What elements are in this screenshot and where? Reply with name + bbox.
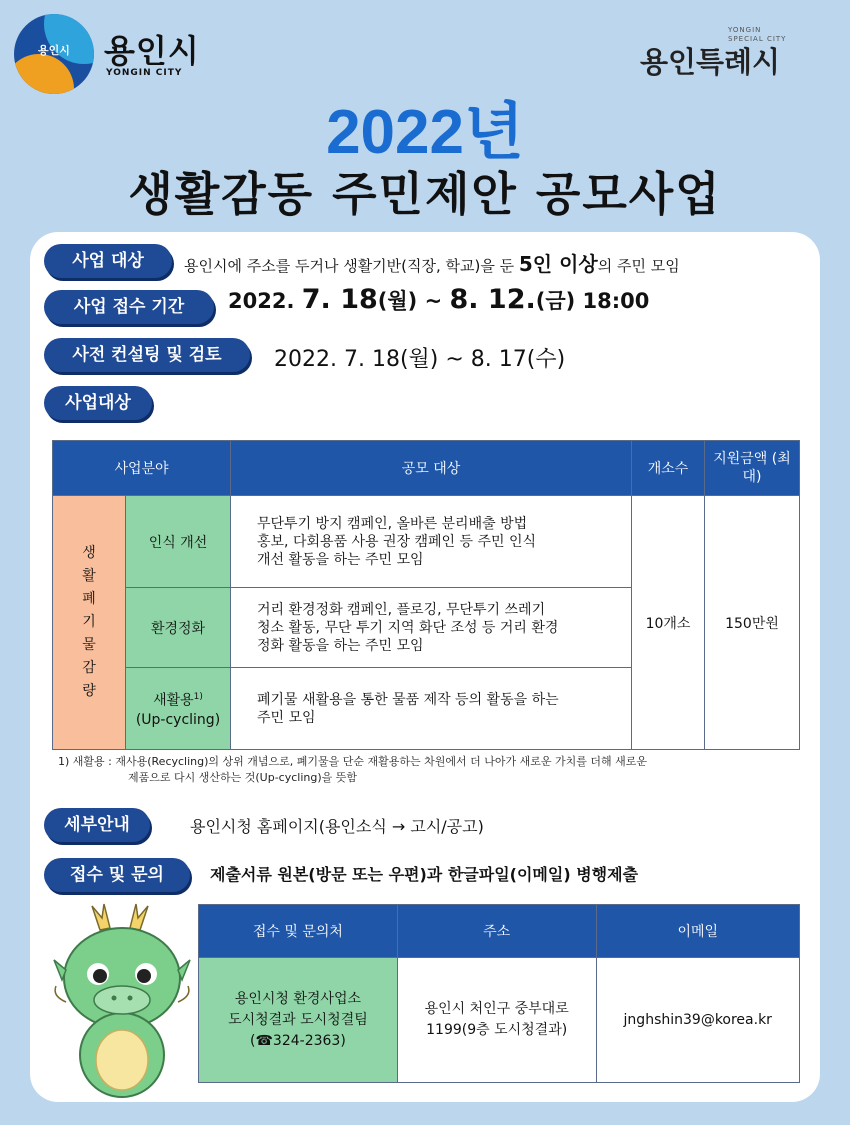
target-label: 사업 대상	[44, 244, 172, 278]
title-year: 2022년	[326, 98, 524, 167]
address-line: 1199(9층 도시청결과)	[426, 1022, 568, 1038]
office-phone: (☎324-2363)	[250, 1032, 346, 1049]
period-label: 사업 접수 기간	[44, 290, 214, 324]
count-cell: 10개소	[632, 496, 705, 750]
table-header-row	[53, 441, 800, 496]
inquiry-label: 접수 및 문의	[44, 858, 190, 892]
period-end: 8. 12.	[449, 284, 536, 315]
table-row	[53, 496, 800, 588]
office-cell	[199, 958, 398, 1083]
desc-line: 거리 환경정화 캠페인, 플로깅, 무단투기 쓰레기	[257, 601, 546, 618]
field-footnote-mark: 1)	[193, 691, 203, 702]
field-text: 새활용	[153, 692, 194, 709]
category-cell	[53, 496, 126, 750]
consult-text: 2022. 7. 18(월) ~ 8. 17(수)	[274, 347, 566, 372]
logo-right-name: 용인특례시	[640, 45, 781, 79]
details-label: 세부안내	[44, 808, 150, 842]
desc-line: 폐기물 새활용을 통한 물품 제작 등의 활동을 하는	[257, 691, 559, 708]
period-end-day: (금)	[535, 289, 576, 313]
footnote-line-2: 제품으로 다시 생산하는 것(Up-cycling)을 뜻함	[128, 771, 358, 784]
period-sep: ~	[417, 289, 450, 313]
dragon-mascot-icon	[52, 900, 192, 1100]
th-field: 사업분야	[53, 441, 231, 496]
details-text: 용인시청 홈페이지(용인소식 → 고시/공고)	[190, 817, 484, 836]
logo-right-sub-1: YONGIN	[728, 26, 762, 34]
period-start: 7. 18	[301, 284, 378, 315]
th-amount: 지원금액 (최대)	[705, 441, 800, 496]
yongin-special-city-logo	[640, 22, 820, 82]
desc-line: 정화 활동을 하는 주민 모임	[257, 637, 424, 654]
target-text-1: 용인시에 주소를 두거나 생활기반(직장, 학교)을 둔	[184, 257, 519, 275]
table-row	[199, 958, 800, 1083]
th-target: 공모 대상	[231, 441, 632, 496]
period-start-day: (월)	[377, 289, 418, 313]
email-cell[interactable]: jnghshin39@korea.kr	[596, 958, 799, 1083]
desc-line: 개선 활동을 하는 주민 모임	[257, 551, 424, 568]
th-count: 개소수	[632, 441, 705, 496]
logo-subtitle: YONGIN CITY	[106, 68, 183, 78]
target-text-bold: 5인 이상	[518, 252, 598, 276]
contact-table	[198, 904, 800, 1083]
period-text	[228, 284, 649, 315]
consult-label: 사전 컨설팅 및 검토	[44, 338, 250, 372]
th-email: 이메일	[596, 905, 799, 958]
period-time: 18:00	[575, 289, 650, 313]
desc-line: 주민 모임	[257, 709, 316, 726]
field-cell: 환경정화	[126, 588, 231, 668]
office-line: 도시청결과 도시청결팀	[228, 1011, 368, 1028]
table-header-row	[199, 905, 800, 958]
office-line: 용인시청 환경사업소	[234, 990, 361, 1007]
desc-cell	[231, 588, 632, 668]
desc-line: 홍보, 다회용품 사용 권장 캠페인 등 주민 인식	[257, 533, 537, 550]
footnote-line-1: 1) 새활용 : 재사용(Recycling)의 상위 개념으로, 폐기물을 단순 재활용하는 차원에서 더 나아가 새로운 가치를 더해 새로운	[58, 755, 648, 768]
field-text-2: (Up-cycling)	[135, 712, 221, 729]
th-address: 주소	[397, 905, 596, 958]
target-text-2: 의 주민 모임	[597, 257, 680, 275]
field-cell	[126, 668, 231, 750]
inquiry-text: 제출서류 원본(방문 또는 우편)과 한글파일(이메일) 병행제출	[210, 865, 639, 884]
business-label: 사업대상	[44, 386, 152, 420]
desc-line: 무단투기 방지 캠페인, 올바른 분리배출 방법	[257, 515, 528, 532]
business-table	[52, 440, 800, 750]
city-emblem-icon: 용인시	[14, 14, 94, 94]
desc-cell	[231, 668, 632, 750]
th-office: 접수 및 문의처	[199, 905, 398, 958]
target-text	[184, 248, 680, 277]
amount-cell: 150만원	[705, 496, 800, 750]
category-text: 생활폐기물감량	[82, 545, 96, 699]
logo-right-sub-2: SPECIAL CITY	[728, 35, 787, 43]
page-title: 생활감동 주민제안 공모사업	[128, 167, 722, 221]
address-cell	[397, 958, 596, 1083]
address-line: 용인시 처인구 중부대로	[424, 1001, 569, 1017]
period-year: 2022.	[228, 289, 302, 313]
field-cell: 인식 개선	[126, 496, 231, 588]
desc-cell	[231, 496, 632, 588]
logo-name: 용인시	[104, 32, 200, 70]
desc-line: 청소 활동, 무단 투기 지역 화단 조성 등 거리 환경	[257, 619, 559, 636]
